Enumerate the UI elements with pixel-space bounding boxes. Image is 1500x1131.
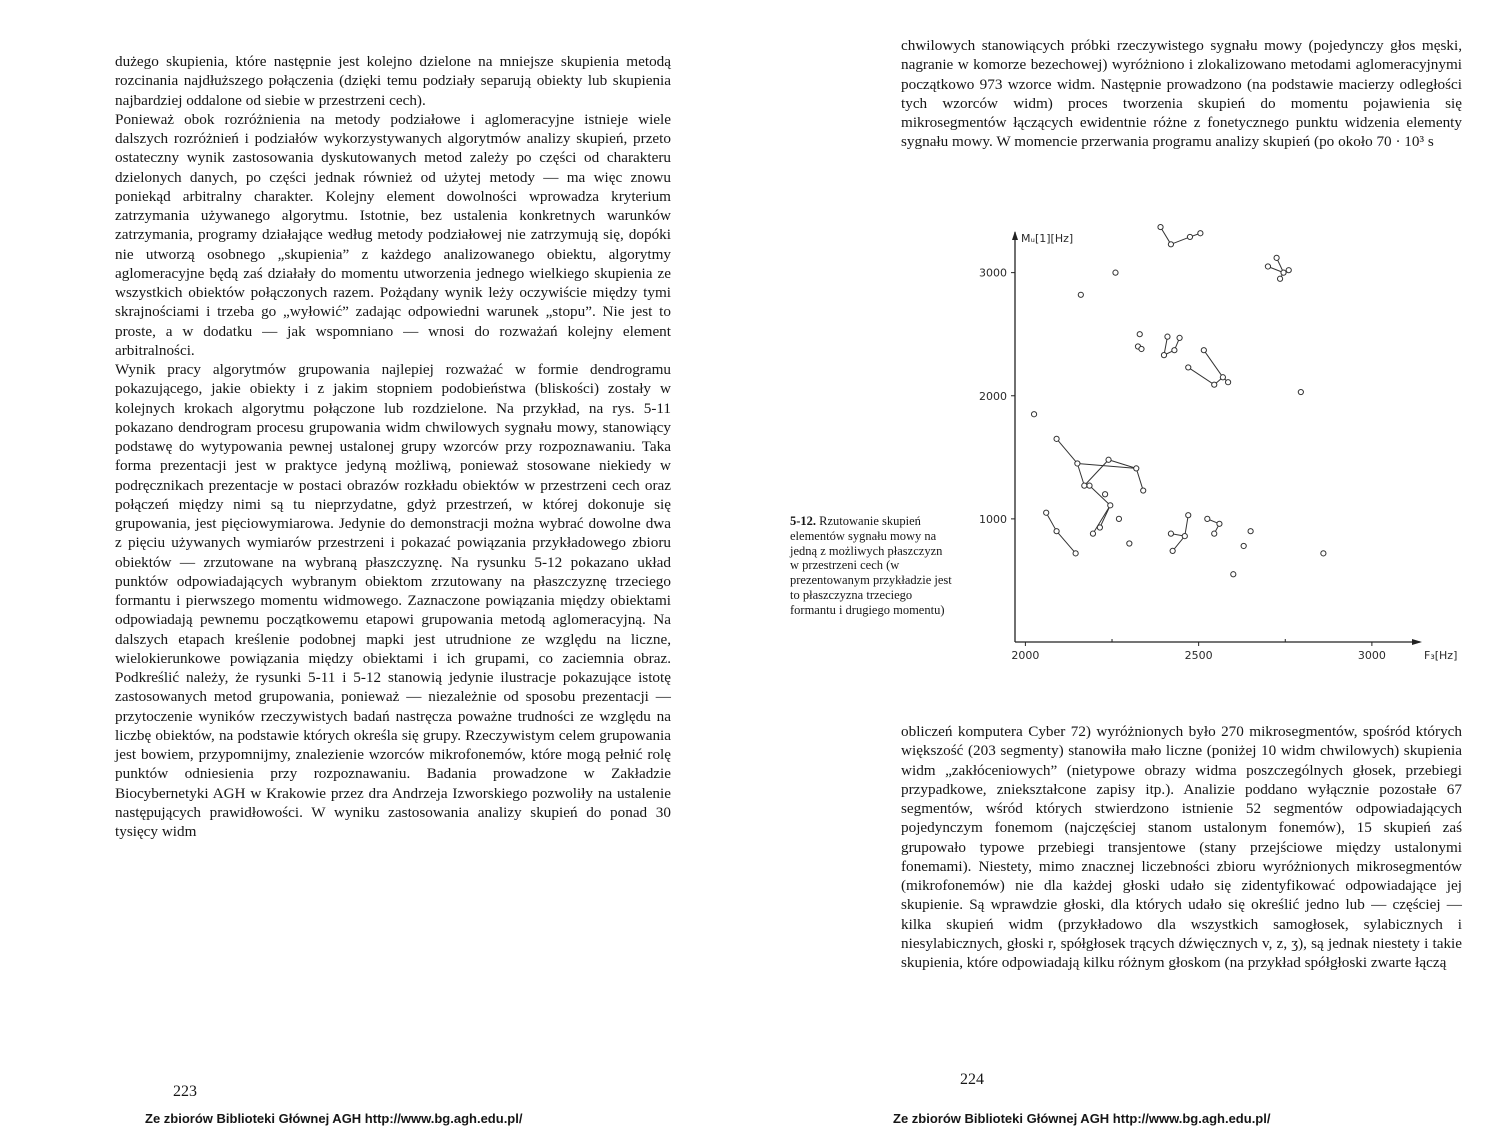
y-tick-label: 3000 <box>979 266 1007 280</box>
cluster-point <box>1134 466 1139 471</box>
y-axis-label: Mᵤ[1][Hz] <box>1021 232 1074 245</box>
cluster-point <box>1106 457 1111 462</box>
right-bottom-paragraph: obliczeń komputera Cyber 72) wyróżnionych było 270 mikrosegmentów, spośród których większość (203 segmenty) stanowiła mało liczne (poniżej 10 widm chwilowych) skupienia widm „zakłóceniowych” (nietypowe obrazy widma poszczególnych głosek, przebiegi przypadkowe, zniekształcone zapisy itp.). Analizie poddano wyłącznie pozostałe 67 segmentów, wśród których stwierdzono istnienie 52 segmentów odpowiadających pojedynczym fonemom (najczęściej stanom ustalonym fonemów), 15 skupień zaś grupowało typowe przebiegi transjentowe (stany przejściowe między ustalonymi fonemami). Niestety, mimo znacznej liczebności zbioru wyróżnionych mikrosegmentów (mikrofonemów) nie dla każdej głoski udało się zidentyfikować odpowiadające jej skupienie. Są wprawdzie głoski, dla których udało się określić jedno lub — częściej — kilka skupień widm (przykładowo dla wszystkich samogłosek, sylabicznych i niesylabicznych, głoski r, spółgłosek trących dźwięcznych v, z, ʒ), są jednak niestety i takie skupienia, które odpowiadają kilku różnym głoskom (na przykład spółgłoski zwarte łączą <box>901 723 1462 971</box>
figure-axes <box>979 231 1457 662</box>
isolated-point <box>1321 551 1326 556</box>
isolated-point <box>1248 529 1253 534</box>
cluster-point <box>1182 534 1187 539</box>
page-number-left: 223 <box>173 1083 197 1100</box>
y-tick-label: 2000 <box>979 389 1007 403</box>
figure-caption <box>790 514 952 618</box>
footer-right: Ze zbiorów Biblioteki Głównej AGH http://www.bg.agh.edu.pl/ <box>893 1111 1271 1126</box>
left-paragraph-3: Wynik pracy algorytmów grupowania najlepiej rozważać w formie dendrogramu pokazującego, jakie obiekty i z jakim stopniem podobieństwa (bliskości) zostały w kolejnych krokach algorytmu połączone lub rozdzielone. Na przykład, na rys. 5-11 pokazano dendrogram procesu grupowania widm chwilowych sygnału mowy, stanowiący podstawę do wytypowania pewnej ustalonej grupy wzorców przy rozpoznawaniu. Taka forma prezentacji jest w praktyce jedyną możliwą, ponieważ stosowane niekiedy w podręcznikach prezentacje w postaci obrazów rozkładu obiektów w przestrzeni cech oraz połączeń między nimi są tu nieprzydatne, gdyż przestrzeń, w której dokonuje się grupowania, jest pięciowymiarowa. Jedynie do demonstracji można wybrać dowolne dwa z pięciu używanych wymiarów przestrzeni i pokazać powiązania przykładowego zbioru obiektów — zrzutowane na wybraną płaszczyznę. Na rysunku 5-12 pokazano układ punktów odpowiadających wybranym obiektom zrzutowany na płaszczyznę trzeciego formantu i pierwszego momentu widmowego. Zaznaczone powiązania między obiektami odpowiadają pewnemu początkowemu etapowi grupowania metodą aglomeracyjną. Na dalszych etapach kreślenie podobnej mapki jest utrudnione ze względu na liczne, wielokierunkowe powiązania między obiektami i ich grupami, co zaciemnia obraz. Podkreślić należy, że rysunki 5-11 i 5-12 stanowią jedynie ilustracje pokazujące istotę zastosowanych metod grupowania, ponieważ — niezależnie od sposobu prezentacji — przytoczenie wyników rzeczywistych badań nastręcza poważne trudności ze względu na liczbę obiektów, na podstawie których określa się grupy. Rzeczywistym celem grupowania jest bowiem, przypomnijmy, znalezienie wzorców mikrofonemów, które mogą pełnić rolę punktów odniesienia przy rozpoznawaniu. Badania prowadzone w Zakładzie Biocybernetyki AGH w Krakowie przez dra Andrzeja Izworskiego pozwoliły na ustalenie następujących prawidłowości. W wyniku zastosowania analizy skupień do ponad 30 tysięcy widm <box>115 361 671 840</box>
cluster-point <box>1044 510 1049 515</box>
left-paragraph-2: Ponieważ obok rozróżnienia na metody podziałowe i aglomeracyjne istnieje wiele dalszych rozróżnień i podziałów wykorzystywanych algorytmów analizy skupień, przeto ostateczny wynik zastosowania dyskutowanych metod zależy po części od charakteru dzielonych danych, po części jednak również od użytej metody — ma więc znowu poniekąd arbitralny charakter. Kolejny element dowolności wprowadza kryterium zatrzymania używanego algorytmu. Istotnie, bez ustalenia konkretnych warunków zatrzymania, programy działające według metody podziałowej nie zatrzymują się, dopóki nie utworzą osobnego „skupienia” z każdego analizowanego obiektu, algorytmy aglomeracyjne będą zaś działały do momentu utworzenia jednego wielkiego skupienia ze wszystkich obiektów połączonych razem. Pożądany wynik leży oczywiście między tymi skrajnościami i trzeba go „wyłowić” zadając odpowiedni warunek „stopu”. Nie jest to proste, a w dodatku — jak wspomniano — wnosi do rozważań kolejny element arbitralności. <box>115 110 671 359</box>
y-axis-arrow <box>1012 231 1018 240</box>
cluster-point <box>1073 551 1078 556</box>
cluster-edge <box>1046 513 1056 531</box>
cluster-edge <box>1188 367 1214 384</box>
cluster-edge <box>1204 350 1223 377</box>
figure-cluster-edges <box>1046 227 1289 553</box>
cluster-point <box>1281 270 1286 275</box>
cluster-point <box>1217 521 1222 526</box>
figure-points <box>1031 224 1326 576</box>
cluster-point <box>1082 483 1087 488</box>
right-top-paragraph: chwilowych stanowiących próbki rzeczywistego sygnału mowy (pojedynczy głos męski, nagranie w komorze bezechowej) wyróżniono i zlokalizowano metodami aglomeracyjnymi początkowo 973 wzorce widm. Następnie prowadzono (na podstawie macierzy odległości tych wzorców widm) proces tworzenia skupień do momentu pojawienia się mikrosegmentów łączących ewidentnie różne z fonetycznego punktu widzenia elementy sygnału mowy. W momencie przerwania programu analizy skupień (po około 70 · 10³ s <box>901 37 1462 151</box>
cluster-point <box>1097 525 1102 530</box>
isolated-point <box>1137 332 1142 337</box>
figure-caption-number: 5-12. <box>790 514 817 528</box>
cluster-edge <box>1077 463 1084 485</box>
cluster-point <box>1108 503 1113 508</box>
x-axis-arrow <box>1412 639 1422 645</box>
cluster-edge <box>1084 460 1108 486</box>
cluster-edge <box>1185 515 1188 536</box>
cluster-point <box>1170 548 1175 553</box>
cluster-point <box>1161 353 1166 358</box>
isolated-point <box>1298 389 1303 394</box>
cluster-point <box>1201 348 1206 353</box>
cluster-point <box>1265 264 1270 269</box>
cluster-point <box>1165 334 1170 339</box>
figure-caption-text: Rzutowanie skupień elementów sygnału mowy na jedną z możliwych płaszczyzn w przestrzeni cech (w prezentowanym przykładzie jest to płaszczyzna trzeciego formantu i drugiego momentu) <box>790 514 952 617</box>
cluster-point <box>1141 488 1146 493</box>
isolated-point <box>1113 270 1118 275</box>
cluster-point <box>1054 436 1059 441</box>
cluster-edge <box>1057 531 1076 553</box>
cluster-point <box>1198 231 1203 236</box>
cluster-point <box>1177 335 1182 340</box>
isolated-point <box>1127 541 1132 546</box>
left-text-column <box>115 52 671 841</box>
y-tick-label: 1000 <box>979 512 1007 526</box>
cluster-edge <box>1100 505 1110 527</box>
cluster-point <box>1054 529 1059 534</box>
cluster-point <box>1225 380 1230 385</box>
cluster-point <box>1186 365 1191 370</box>
isolated-point <box>1031 412 1036 417</box>
cluster-projection-figure <box>950 220 1470 670</box>
cluster-point <box>1186 513 1191 518</box>
x-axis-label: F₃[Hz] <box>1424 649 1458 662</box>
cluster-point <box>1172 348 1177 353</box>
isolated-point <box>1102 492 1107 497</box>
cluster-point <box>1205 516 1210 521</box>
x-tick-label: 2000 <box>1011 649 1040 662</box>
right-page <box>750 0 1500 1131</box>
x-tick-label: 2500 <box>1184 649 1213 662</box>
cluster-point <box>1286 268 1291 273</box>
footer-left: Ze zbiorów Biblioteki Głównej AGH http://www.bg.agh.edu.pl/ <box>145 1111 523 1126</box>
cluster-point <box>1277 276 1282 281</box>
cluster-point <box>1212 531 1217 536</box>
cluster-point <box>1212 382 1217 387</box>
cluster-point <box>1090 531 1095 536</box>
cluster-point <box>1187 234 1192 239</box>
isolated-point <box>1078 292 1083 297</box>
cluster-point <box>1220 375 1225 380</box>
page-number-right: 224 <box>960 1071 984 1088</box>
cluster-point <box>1158 224 1163 229</box>
cluster-point <box>1168 242 1173 247</box>
cluster-edge <box>1136 468 1143 490</box>
x-tick-label: 3000 <box>1357 649 1386 662</box>
isolated-point <box>1139 346 1144 351</box>
cluster-edge <box>1057 439 1078 464</box>
cluster-point <box>1274 255 1279 260</box>
cluster-point <box>1087 483 1092 488</box>
isolated-point <box>1241 543 1246 548</box>
cluster-point <box>1168 531 1173 536</box>
cluster-point <box>1075 461 1080 466</box>
left-paragraph-1: dużego skupienia, które następnie jest kolejno dzielone na mniejsze skupienia metodą rozcinania najdłuższego połączenia (dzięki temu podziały separują obiekty lub skupienia najbardziej oddalone od siebie w przestrzeni cech). <box>115 53 671 109</box>
isolated-point <box>1116 516 1121 521</box>
isolated-point <box>1231 572 1236 577</box>
